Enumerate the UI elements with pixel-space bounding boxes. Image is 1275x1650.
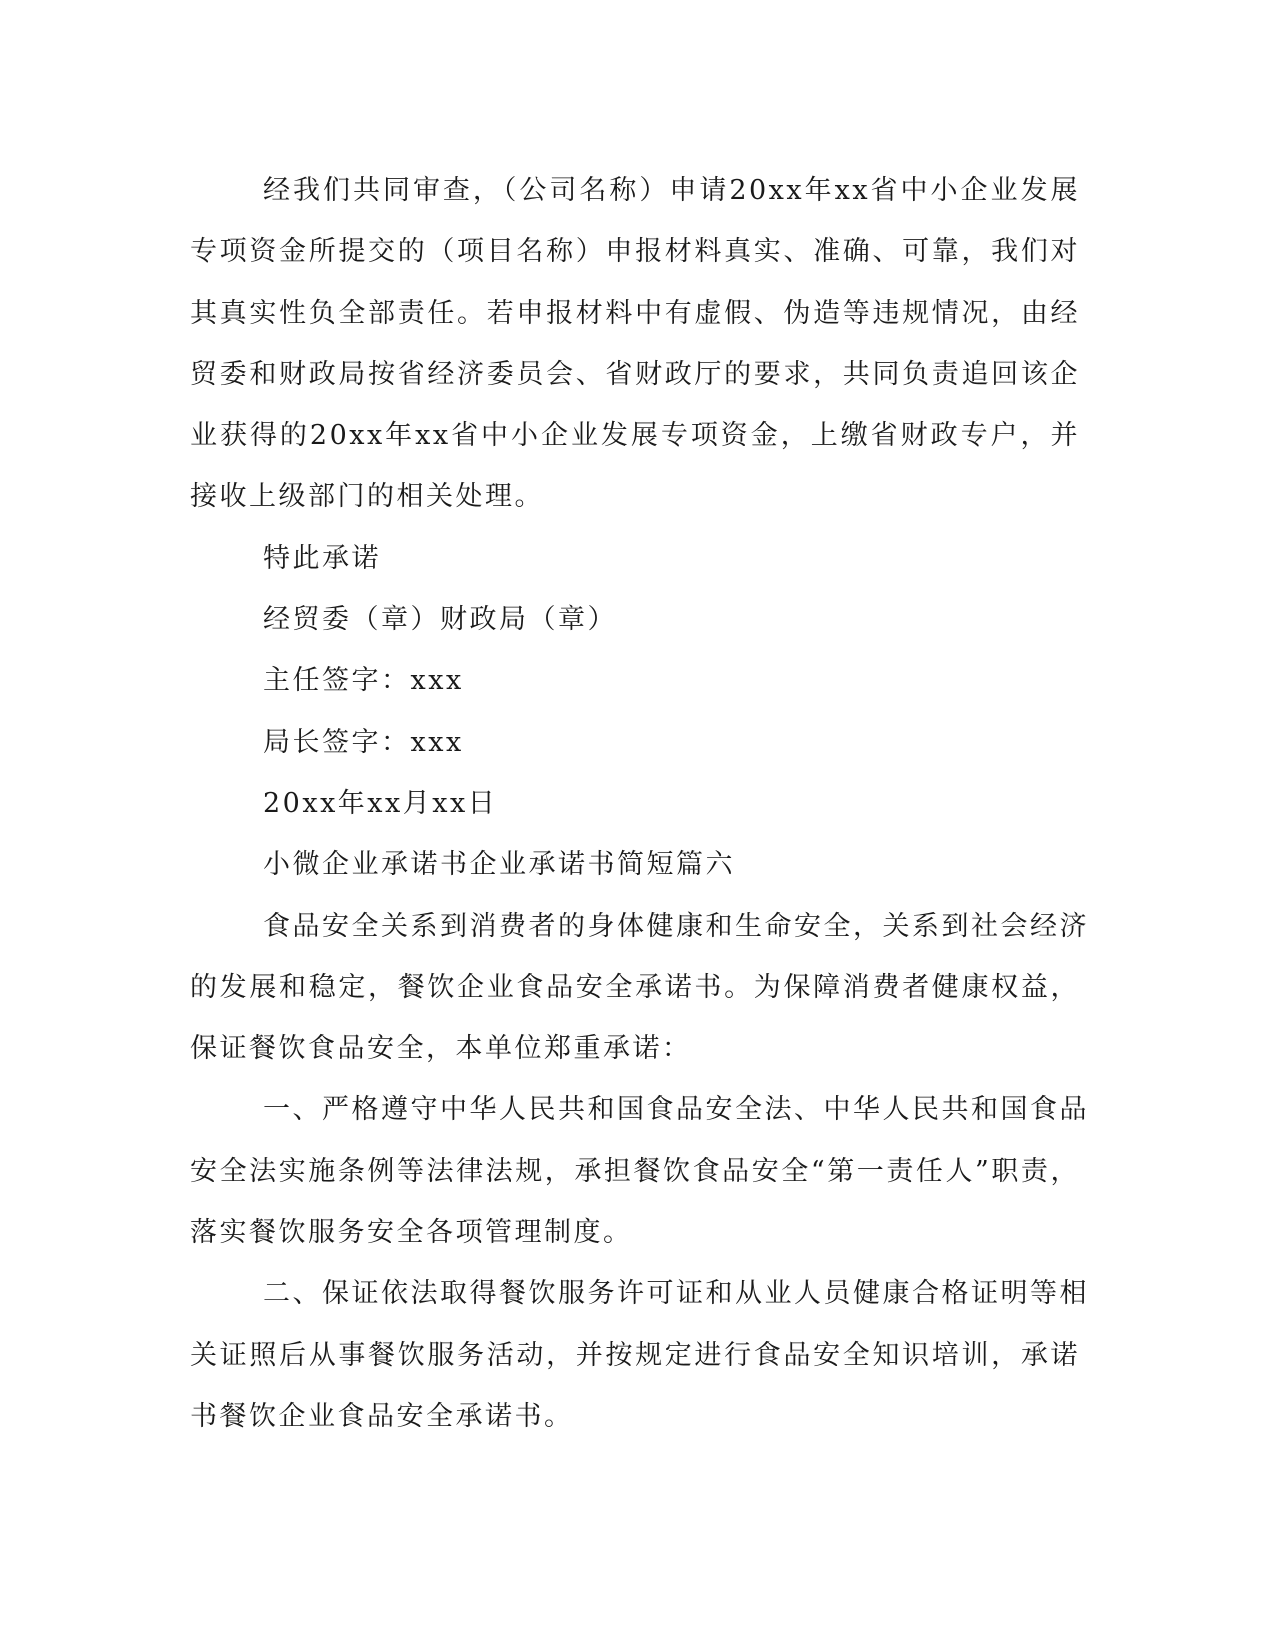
text-line: 书餐饮企业食品安全承诺书。	[190, 1400, 574, 1432]
text-line: 落实餐饮服务安全各项管理制度。	[190, 1217, 633, 1249]
text-line: 接收上级部门的相关处理。	[190, 481, 544, 513]
text-line: 保证餐饮食品安全，本单位郑重承诺：	[190, 1033, 692, 1065]
text-line: 的发展和稳定，餐饮企业食品安全承诺书。为保障消费者健康权益，	[190, 971, 1080, 1003]
date-line	[190, 773, 1080, 834]
text-line: 小微企业承诺书企业承诺书简短篇六	[263, 849, 735, 881]
text-line: 专项资金所提交的（项目名称）申报材料真实、准确、可靠，我们对	[190, 236, 1080, 268]
text-line: 局长签字：xxx	[263, 726, 464, 758]
section-heading	[190, 834, 1080, 895]
text-line: 业获得的20xx年xx省中小企业发展专项资金，上缴省财政专户，并	[190, 420, 1080, 452]
text-line: 贸委和财政局按省经济委员会、省财政厅的要求，共同负责追回该企	[190, 358, 1080, 390]
text-line: 二、保证依法取得餐饮服务许可证和从业人员健康合格证明等相	[263, 1278, 1089, 1310]
text-line: 关证照后从事餐饮服务活动，并按规定进行食品安全知识培训，承诺	[190, 1339, 1080, 1371]
text-line: 经贸委（章）财政局（章）	[263, 604, 617, 636]
text-line: 20xx年xx月xx日	[263, 787, 498, 819]
bureau-chief-signature	[190, 712, 1080, 773]
commitment-item-1	[190, 1079, 1089, 1263]
closing-statement	[190, 528, 1080, 589]
document-body	[190, 160, 1089, 1447]
commitment-item-2	[190, 1263, 1089, 1447]
text-line: 食品安全关系到消费者的身体健康和生命安全，关系到社会经济	[263, 910, 1089, 942]
verification-paragraph	[190, 160, 1080, 528]
text-line: 一、严格遵守中华人民共和国食品安全法、中华人民共和国食品	[263, 1094, 1089, 1126]
text-line: 主任签字：xxx	[263, 665, 464, 697]
text-line: 经我们共同审查，（公司名称）申请20xx年xx省中小企业发展	[263, 175, 1080, 206]
text-line: 特此承诺	[263, 542, 381, 574]
food-safety-intro-paragraph	[190, 896, 1089, 1080]
text-line: 安全法实施条例等法律法规，承担餐饮食品安全“第一责任人”职责，	[190, 1155, 1080, 1187]
seal-line	[190, 589, 1080, 650]
text-line: 其真实性负全部责任。若申报材料中有虚假、伪造等违规情况，由经	[190, 297, 1080, 329]
director-signature	[190, 650, 1080, 711]
